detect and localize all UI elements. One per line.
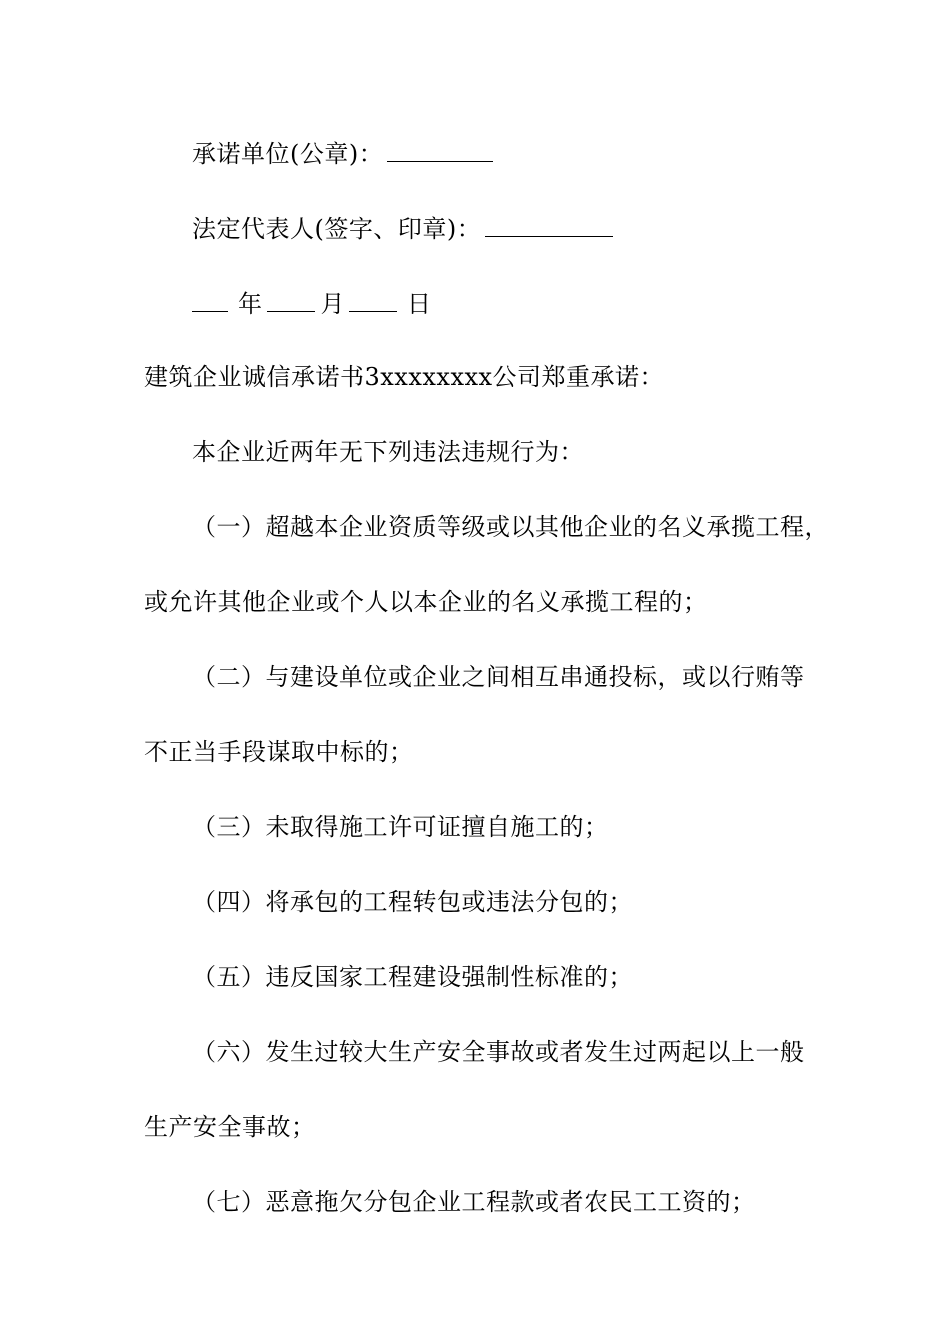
date-line (192, 287, 432, 319)
item-1-line-1: （一）超越本企业资质等级或以其他企业的名义承揽工程， (192, 513, 829, 541)
item-6-line-1: （六）发生过较大生产安全事故或者发生过两起以上一般 (192, 1038, 805, 1066)
representative-line (192, 212, 613, 244)
representative-blank (485, 212, 613, 237)
item-7: （七）恶意拖欠分包企业工程款或者农民工工资的； (192, 1188, 756, 1216)
seal-blank (387, 137, 493, 162)
year-blank (192, 287, 228, 312)
item-2-line-2: 不正当手段谋取中标的； (144, 738, 414, 766)
day-label: 日 (407, 290, 432, 318)
month-blank (267, 287, 315, 312)
item-2-line-1: （二）与建设单位或企业之间相互串通投标，或以行贿等 (192, 663, 805, 691)
item-5: （五）违反国家工程建设强制性标准的； (192, 963, 633, 991)
seal-line (192, 137, 493, 169)
intro-paragraph: 本企业近两年无下列违法违规行为： (192, 438, 584, 466)
year-label: 年 (238, 290, 263, 318)
representative-label: 法定代表人(签字、印章)： (192, 215, 482, 243)
seal-label: 承诺单位(公章)： (192, 140, 384, 168)
item-1-line-2: 或允许其他企业或个人以本企业的名义承揽工程的； (144, 588, 708, 616)
day-blank (349, 287, 397, 312)
item-4: （四）将承包的工程转包或违法分包的； (192, 888, 633, 916)
item-3: （三）未取得施工许可证擅自施工的； (192, 813, 609, 841)
document-heading: 建筑企业诚信承诺书3xxxxxxxx公司郑重承诺： (144, 363, 665, 391)
item-6-line-2: 生产安全事故； (144, 1113, 316, 1141)
month-label: 月 (320, 290, 345, 318)
